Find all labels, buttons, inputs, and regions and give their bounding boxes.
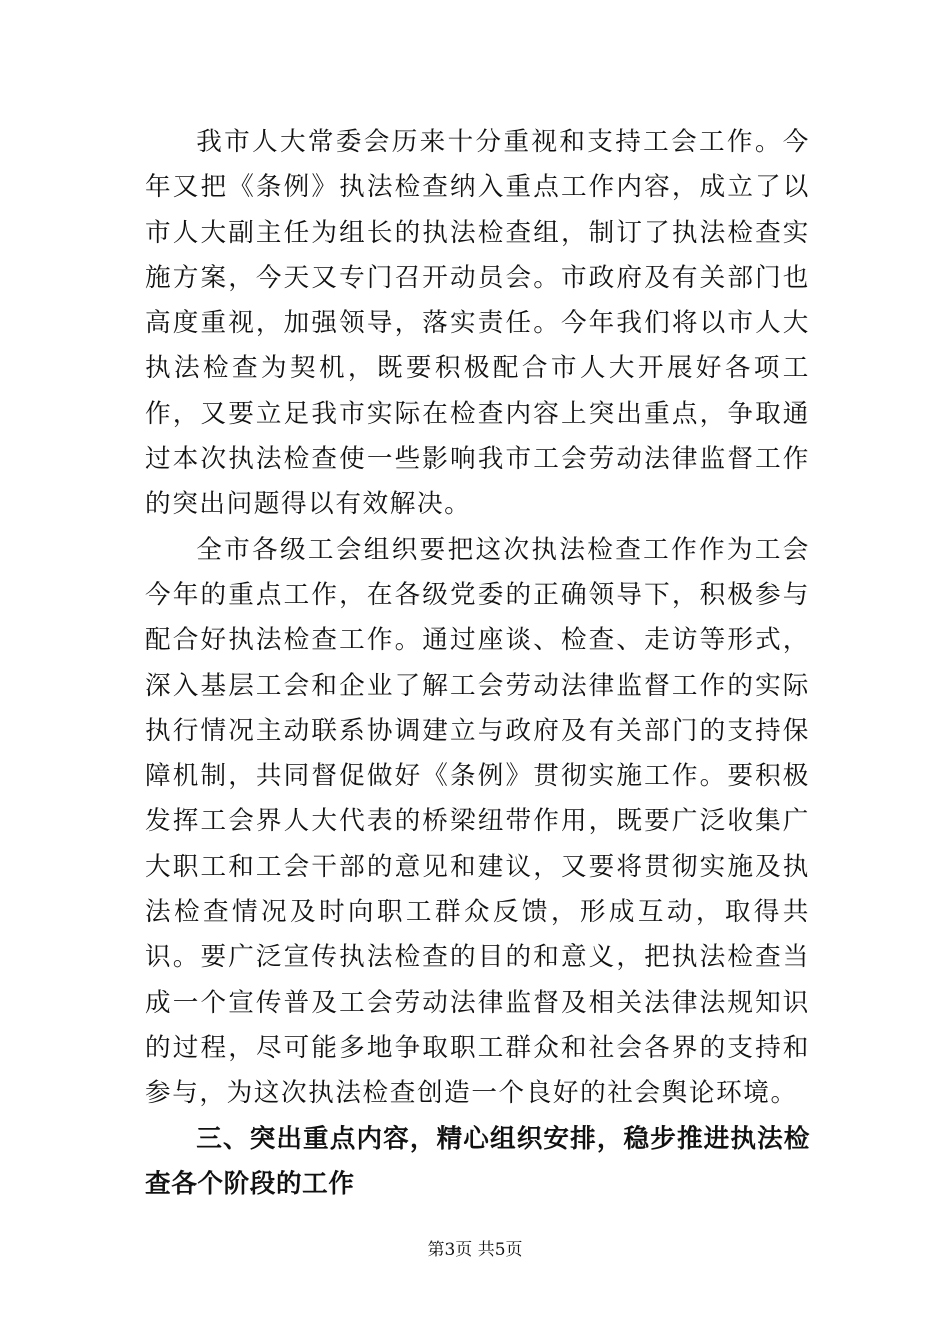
body-paragraph-2: 全市各级工会组织要把这次执法检查工作作为工会今年的重点工作，在各级党委的正确领导下，积极参与配合好执法检查工作。通过座谈、检查、走访等形式，深入基层工会和企业了解工会劳动法律监督工作的实际执行情况主动联系协调建立与政府及有关部门的支持保障机制，共同督促做好《条例》贯彻实施工作。要积极发挥工会界人大代表的桥梁纽带作用，既要广泛收集广大职工和工会干部的意见和建议，又要将贯彻实施及执法检查情况及时向职工群众反馈，形成互动，取得共识。要广泛宣传执法检查的目的和意义，把执法检查当成一个宣传普及工会劳动法律监督及相关法律法规知识的过程，尽可能多地争取职工群众和社会各界的支持和参与，为这次执法检查创造一个良好的社会舆论环境。	[145, 534, 810, 1109]
document-body	[145, 120, 810, 1207]
section-heading: 三、突出重点内容，精心组织安排，稳步推进执法检查各个阶段的工作	[145, 1123, 810, 1199]
page-footer	[0, 1238, 950, 1262]
body-paragraph-1: 我市人大常委会历来十分重视和支持工会工作。今年又把《条例》执法检查纳入重点工作内容，成立了以市人大副主任为组长的执法检查组，制订了执法检查实施方案，今天又专门召开动员会。市政府及有关部门也高度重视，加强领导，落实责任。今年我们将以市人大执法检查为契机，既要积极配合市人大开展好各项工作，又要立足我市实际在检查内容上突出重点，争取通过本次执法检查使一些影响我市工会劳动法律监督工作的突出问题得以有效解决。	[145, 127, 810, 520]
page-number-indicator: 第3页 共5页	[427, 1240, 523, 1260]
